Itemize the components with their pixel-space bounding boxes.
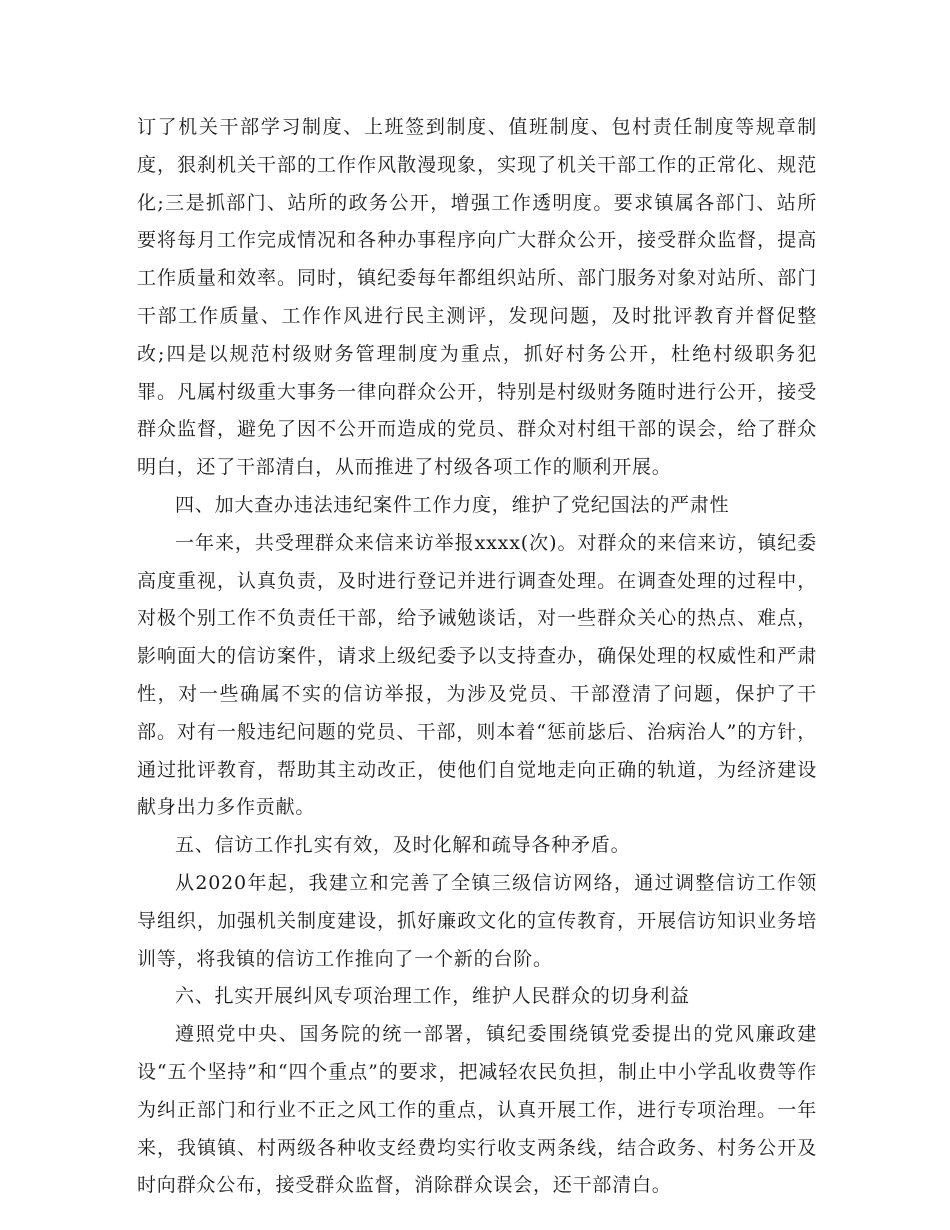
- heading-section-four: 四、加大查办违法违纪案件工作力度，维护了党纪国法的严肃性: [175, 493, 730, 516]
- paragraph-continued-institutions: 订了机关干部学习制度、上班签到制度、值班制度、包村责任制度等规章制度，狠刹机关干部的工作作风散漫现象，实现了机关干部工作的正常化、规范化;三是抓部门、站所的政务公开，增强工作透明度。要求镇属各部门、站所要将每月工作完成情况和各种办事程序向广大群众公开，接受群众监督，提高工作质量和效率。同时，镇纪委每年都组织站所、部门服务对象对站所、部门干部工作质量、工作作风进行民主测评，发现问题，及时批评教育并督促整改;四是以规范村级财务管理制度为重点，抓好村务公开，杜绝村级职务犯罪。凡属村级重大事务一律向群众公开，特别是村级财务随时进行公开，接受群众监督，避免了因不公开而造成的党员、群众对村组干部的误会，给了群众明白，还了干部清白，从而推进了村级各项工作的顺利开展。: [137, 116, 817, 479]
- paragraph-special-rectification: 遵照党中央、国务院的统一部署，镇纪委围绕镇党委提出的党风廉政建设“五个坚持”和“四个重点”的要求，把减轻农民负担，制止中小学乱收费等作为纠正部门和行业不正之风工作的重点，认真开展工作，进行专项治理。一年来，我镇镇、村两级各种收支经费均实行收支两条线，结合政务、村务公开及时向群众公布，接受群众监督，消除群众误会，还干部清白。: [137, 1023, 817, 1197]
- heading-section-six: 六、扎实开展纠风专项治理工作，维护人民群众的切身利益: [175, 985, 690, 1008]
- paragraph-complaints-handling: 一年来，共受理群众来信来访举报xxxx(次)。对群众的来信来访，镇纪委高度重视，认真负责，及时进行登记并进行调查处理。在调查处理的过程中，对极个别工作不负责任干部，给予诫勉谈话，对一些群众关心的热点、难点，影响面大的信访案件，请求上级纪委予以支持查办，确保处理的权威性和严肃性，对一些确属不实的信访举报，为涉及党员、干部澄清了问题，保护了干部。对有一般违纪问题的党员、干部，则本着“惩前毖后、治病治人”的方针，通过批评教育，帮助其主动改正，使他们自觉地走向正确的轨道，为经济建设献身出力多作贡献。: [137, 531, 817, 819]
- heading-section-five: 五、信访工作扎实有效，及时化解和疏导各种矛盾。: [175, 834, 631, 857]
- document-body: [137, 109, 817, 1205]
- paragraph-petition-network: 从2020年起，我建立和完善了全镇三级信访网络，通过调整信访工作领导组织，加强机关制度建设，抓好廉政文化的宣传教育，开展信访知识业务培训等，将我镇的信访工作推向了一个新的台阶。: [137, 871, 817, 970]
